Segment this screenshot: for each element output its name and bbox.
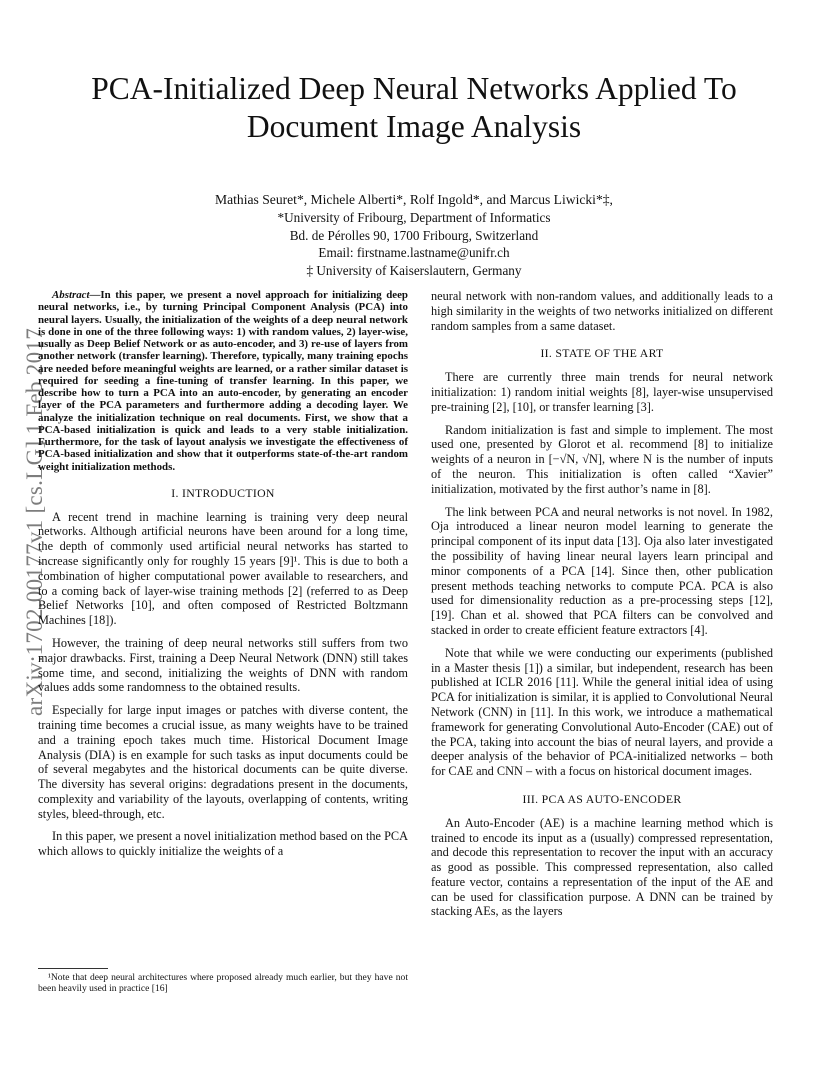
author-names: Mathias Seuret*, Michele Alberti*, Rolf Ingold*, and Marcus Liwicki*‡,	[215, 192, 613, 207]
abstract-label: Abstract	[52, 289, 90, 301]
title-line: Document Image Analysis	[246, 109, 582, 144]
footnote-text: ¹Note that deep neural architectures where proposed already much earlier, but they have not been heavily used in practice [16]	[38, 972, 408, 995]
footnote	[38, 968, 408, 995]
paragraph: A recent trend in machine learning is training very deep neural networks. Although artificial neurons have been around for a long time, the depth of commonly used artificial neural networks has started to increase significantly only for roughly 15 years [9]¹. This is due to both a combination of higher computational power available to researchers, and to a coming back of layer-wise training methods [2] (referred to as Deep Belief Networks [10], and often composed of Restricted Boltzmann Machines [18]).	[38, 509, 408, 628]
paragraph: The link between PCA and neural networks is not novel. In 1982, Oja introduced a linear neuron model learning to generate the principal component of its input data [13]. Oja also later investigated the possibility of having linear neural layers learn principal and minor components of a PCA [14]. Since then, other publication present methods teaching networks to compute PCA. PCA is also used for dimensionality reduction as a pre-processing steps [12], [19]. Chan et al. showed that PCA filters can be convolved and stacked in order to create efficient feature extractors [4].	[431, 504, 773, 637]
abstract-text: —In this paper, we present a novel approach for initializing deep neural networks, i.e., by turning Principal Component Analysis (PCA) into neural layers. Usually, the initialization of the weights of a deep neural network is done in one of the three following ways: 1) with random values, 2) layer-wise, usually as Deep Belief Network or as auto-encoder, and 3) re-use of layers from another network (transfer learning). Therefore, typically, many training epochs are needed before meaningful weights are learned, or a rather similar dataset is required for seeding a fine-tuning of transfer learning. In this paper, we describe how to turn a PCA into an auto-encoder, by generating an encoder layer of the PCA parameters and furthermore adding a decoding layer. We analyze the initialization technique on real documents. First, we show that a PCA-based initialization is quick and leads to a very stable initialization. Furthermore, for the task of layout analysis we investigate the effectiveness of PCA-based initialization and show that it outperforms state-of-the-art random weight initialization methods.	[38, 289, 408, 473]
right-column	[431, 289, 773, 919]
author-address: Bd. de Pérolles 90, 1700 Fribourg, Switzerland	[289, 227, 539, 243]
affiliation-kaiserslautern: ‡ University of Kaiserslautern, Germany	[306, 262, 522, 278]
paragraph: In this paper, we present a novel initialization method based on the PCA which allows to quickly initialize the weights of a	[38, 829, 408, 859]
paragraph: Especially for large input images or patches with diverse content, the training time becomes a crucial issue, as many weights have to be trained and a training epoch takes much time. Historical Document Image Analysis (DIA) is en example for such tasks as input documents could be of several megabytes and the historical documents can be quite diverse. The diversity has several origins: degradations present in the documents, complexity and variability of the layouts, overlapping of contents, writing styles, bleed-through, etc.	[38, 703, 408, 821]
left-column	[38, 289, 408, 859]
affiliation-fribourg: *University of Fribourg, Department of Informatics	[277, 210, 551, 226]
arxiv-identifier-text: arXiv:1702.00177v1 [cs.LG] 1 Feb 2017	[22, 328, 47, 716]
paragraph: An Auto-Encoder (AE) is a machine learning method which is trained to encode its input as a (usually) compressed representation, and decode this representation to recover the input with an accuracy as good as possible. This compressed representation, also called feature vector, contains a representation of the input of the AE and can be used for classification purpose. A DNN can be trained by stacking AEs, as the layers	[431, 815, 773, 919]
paper-title	[60, 70, 768, 146]
title-line: PCA-Initialized Deep Neural Networks Applied To	[91, 71, 737, 106]
abstract	[38, 289, 408, 473]
section-heading-state-of-the-art: II. STATE OF THE ART	[540, 346, 664, 361]
section-heading-introduction: I. INTRODUCTION	[171, 485, 275, 500]
author-block	[60, 191, 768, 279]
section-heading-pca-as-auto-encoder: III. PCA AS AUTO-ENCODER	[522, 791, 682, 806]
paragraph: Random initialization is fast and simple to implement. The most used one, presented by Glorot et al. recommend [8] to initialize weights of a neuron in [−√N, √N], where N is the number of inputs of the neuron. This initialization is often called “Xavier” initialization, motivated by the first author’s name in [8].	[431, 422, 773, 496]
footnote-rule	[38, 968, 108, 969]
paragraph: However, the training of deep neural networks still suffers from two major drawbacks. First, training a Deep Neural Network (DNN) still takes some time, and second, initializing the weights of DNN with random values adds some randomness to the obtained results.	[38, 635, 408, 695]
paragraph: There are currently three main trends for neural network initialization: 1) random initial weights [8], layer-wise unsupervised pre-training [2], [10], or transfer learning [3].	[431, 370, 773, 414]
paragraph: Note that while we were conducting our experiments (published in a Master thesis [1]) a similar, but independent, research has been published at ICLR 2016 [11]. While the general initial idea of using PCA for initialization is similar, it is applied to Convolutional Neural Network (CNN) in [11]. In this work, we introduce a mathematical framework for generating Convolutional Auto-Encoder (CAE) out of the PCA, taking into account the bias of neural layers, and provide a deeper analysis of the behavior of PCA-initialized networks – both for CAE and CNN – with a focus on historical document images.	[431, 645, 773, 779]
author-email: Email: firstname.lastname@unifr.ch	[318, 245, 510, 261]
paragraph: neural network with non-random values, and additionally leads to a high similarity in the weights of two networks initialized on different random samples from a same dataset.	[431, 289, 773, 333]
